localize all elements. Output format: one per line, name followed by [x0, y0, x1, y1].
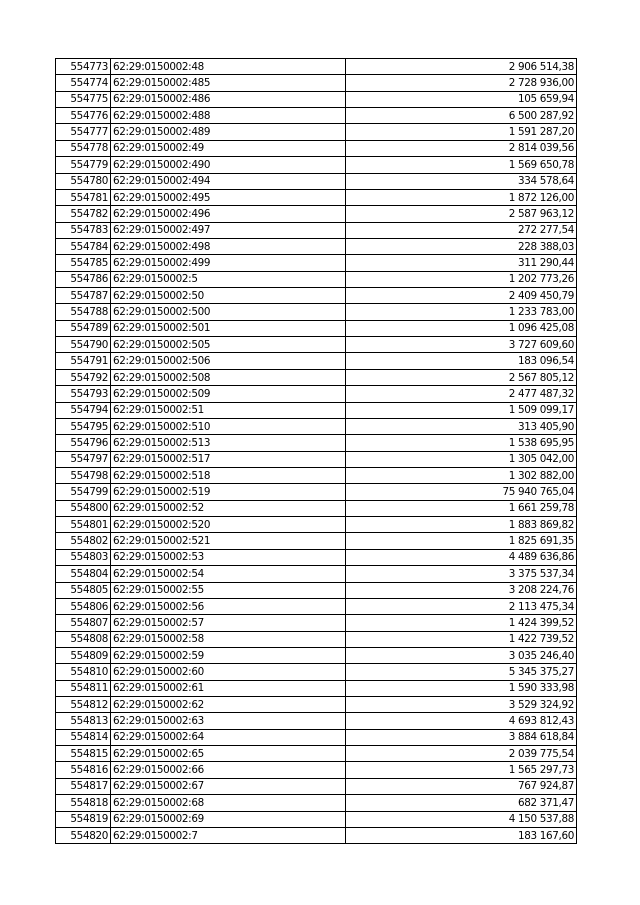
row-id-cell: 554789 — [56, 320, 111, 336]
row-id-cell: 554807 — [56, 615, 111, 631]
row-id-cell: 554813 — [56, 713, 111, 729]
cadastral-value-cell: 3 375 537,34 — [346, 566, 577, 582]
table-row — [56, 75, 577, 91]
table-row — [56, 304, 577, 320]
row-id-cell: 554818 — [56, 795, 111, 811]
row-id-cell: 554776 — [56, 108, 111, 124]
row-id-cell: 554800 — [56, 500, 111, 516]
row-id-cell: 554793 — [56, 386, 111, 402]
table-row — [56, 762, 577, 778]
cadastral-number-cell: 62:29:0150002:65 — [111, 746, 346, 762]
cadastral-number-cell: 62:29:0150002:56 — [111, 598, 346, 614]
row-id-cell: 554794 — [56, 402, 111, 418]
row-id-cell: 554792 — [56, 369, 111, 385]
row-id-cell: 554820 — [56, 827, 111, 843]
table-row — [56, 566, 577, 582]
cadastral-value-cell: 1 422 739,52 — [346, 631, 577, 647]
row-id-cell: 554773 — [56, 59, 111, 75]
table-row — [56, 288, 577, 304]
cadastral-value-cell: 2 814 039,56 — [346, 140, 577, 156]
row-id-cell: 554788 — [56, 304, 111, 320]
table-row — [56, 533, 577, 549]
cadastral-value-cell: 1 424 399,52 — [346, 615, 577, 631]
cadastral-value-cell: 1 302 882,00 — [346, 467, 577, 483]
row-id-cell: 554791 — [56, 353, 111, 369]
row-id-cell: 554786 — [56, 271, 111, 287]
cadastral-number-cell: 62:29:0150002:5 — [111, 271, 346, 287]
cadastral-value-cell: 334 578,64 — [346, 173, 577, 189]
cadastral-number-cell: 62:29:0150002:48 — [111, 59, 346, 75]
cadastral-number-cell: 62:29:0150002:488 — [111, 108, 346, 124]
cadastral-number-cell: 62:29:0150002:521 — [111, 533, 346, 549]
cadastral-value-table — [55, 58, 577, 844]
table-row — [56, 337, 577, 353]
row-id-cell: 554790 — [56, 337, 111, 353]
cadastral-value-cell: 75 940 765,04 — [346, 484, 577, 500]
row-id-cell: 554795 — [56, 418, 111, 434]
cadastral-number-cell: 62:29:0150002:505 — [111, 337, 346, 353]
table-row — [56, 549, 577, 565]
cadastral-number-cell: 62:29:0150002:67 — [111, 778, 346, 794]
cadastral-number-cell: 62:29:0150002:54 — [111, 566, 346, 582]
table-row — [56, 517, 577, 533]
table-row — [56, 173, 577, 189]
table-body — [56, 59, 577, 844]
cadastral-value-cell: 2 113 475,34 — [346, 598, 577, 614]
cadastral-value-cell: 3 035 246,40 — [346, 647, 577, 663]
row-id-cell: 554806 — [56, 598, 111, 614]
table-row — [56, 729, 577, 745]
table-row — [56, 664, 577, 680]
row-id-cell: 554805 — [56, 582, 111, 598]
table-row — [56, 91, 577, 107]
table-row — [56, 320, 577, 336]
cadastral-value-cell: 2 039 775,54 — [346, 746, 577, 762]
row-id-cell: 554785 — [56, 255, 111, 271]
cadastral-value-cell: 767 924,87 — [346, 778, 577, 794]
row-id-cell: 554780 — [56, 173, 111, 189]
table-row — [56, 778, 577, 794]
cadastral-number-cell: 62:29:0150002:55 — [111, 582, 346, 598]
cadastral-number-cell: 62:29:0150002:485 — [111, 75, 346, 91]
table-row — [56, 386, 577, 402]
row-id-cell: 554797 — [56, 451, 111, 467]
cadastral-value-cell: 2 587 963,12 — [346, 206, 577, 222]
table-row — [56, 811, 577, 827]
table-row — [56, 238, 577, 254]
table-row — [56, 484, 577, 500]
row-id-cell: 554812 — [56, 697, 111, 713]
table-row — [56, 746, 577, 762]
cadastral-value-cell: 1 872 126,00 — [346, 189, 577, 205]
cadastral-value-cell: 1 825 691,35 — [346, 533, 577, 549]
table-row — [56, 369, 577, 385]
table-row — [56, 271, 577, 287]
cadastral-number-cell: 62:29:0150002:520 — [111, 517, 346, 533]
row-id-cell: 554814 — [56, 729, 111, 745]
cadastral-value-cell: 2 567 805,12 — [346, 369, 577, 385]
cadastral-value-cell: 105 659,94 — [346, 91, 577, 107]
table-row — [56, 827, 577, 843]
table-row — [56, 189, 577, 205]
row-id-cell: 554819 — [56, 811, 111, 827]
cadastral-number-cell: 62:29:0150002:63 — [111, 713, 346, 729]
table-row — [56, 222, 577, 238]
cadastral-number-cell: 62:29:0150002:508 — [111, 369, 346, 385]
row-id-cell: 554811 — [56, 680, 111, 696]
table-row — [56, 353, 577, 369]
cadastral-value-cell: 3 208 224,76 — [346, 582, 577, 598]
table-row — [56, 615, 577, 631]
cadastral-value-cell: 1 305 042,00 — [346, 451, 577, 467]
cadastral-value-cell: 3 884 618,84 — [346, 729, 577, 745]
cadastral-value-cell: 5 345 375,27 — [346, 664, 577, 680]
cadastral-number-cell: 62:29:0150002:496 — [111, 206, 346, 222]
cadastral-value-cell: 228 388,03 — [346, 238, 577, 254]
row-id-cell: 554779 — [56, 157, 111, 173]
cadastral-number-cell: 62:29:0150002:68 — [111, 795, 346, 811]
table-row — [56, 435, 577, 451]
table-row — [56, 713, 577, 729]
cadastral-value-cell: 2 409 450,79 — [346, 288, 577, 304]
table-row — [56, 795, 577, 811]
cadastral-number-cell: 62:29:0150002:49 — [111, 140, 346, 156]
cadastral-value-cell: 2 728 936,00 — [346, 75, 577, 91]
cadastral-value-cell: 1 565 297,73 — [346, 762, 577, 778]
cadastral-number-cell: 62:29:0150002:506 — [111, 353, 346, 369]
cadastral-number-cell: 62:29:0150002:519 — [111, 484, 346, 500]
row-id-cell: 554774 — [56, 75, 111, 91]
table-row — [56, 451, 577, 467]
cadastral-value-cell: 1 883 869,82 — [346, 517, 577, 533]
cadastral-value-cell: 1 590 333,98 — [346, 680, 577, 696]
cadastral-value-cell: 1 591 287,20 — [346, 124, 577, 140]
cadastral-number-cell: 62:29:0150002:58 — [111, 631, 346, 647]
cadastral-number-cell: 62:29:0150002:7 — [111, 827, 346, 843]
cadastral-value-cell: 4 150 537,88 — [346, 811, 577, 827]
cadastral-number-cell: 62:29:0150002:509 — [111, 386, 346, 402]
row-id-cell: 554799 — [56, 484, 111, 500]
table-row — [56, 255, 577, 271]
cadastral-number-cell: 62:29:0150002:64 — [111, 729, 346, 745]
cadastral-value-cell: 6 500 287,92 — [346, 108, 577, 124]
cadastral-number-cell: 62:29:0150002:490 — [111, 157, 346, 173]
row-id-cell: 554802 — [56, 533, 111, 549]
cadastral-number-cell: 62:29:0150002:501 — [111, 320, 346, 336]
table-row — [56, 59, 577, 75]
cadastral-value-cell: 272 277,54 — [346, 222, 577, 238]
table-row — [56, 582, 577, 598]
cadastral-value-cell: 1 569 650,78 — [346, 157, 577, 173]
cadastral-value-cell: 1 202 773,26 — [346, 271, 577, 287]
cadastral-number-cell: 62:29:0150002:497 — [111, 222, 346, 238]
cadastral-value-cell: 183 096,54 — [346, 353, 577, 369]
cadastral-value-cell: 1 509 099,17 — [346, 402, 577, 418]
cadastral-value-cell: 1 096 425,08 — [346, 320, 577, 336]
cadastral-number-cell: 62:29:0150002:52 — [111, 500, 346, 516]
cadastral-value-cell: 1 661 259,78 — [346, 500, 577, 516]
cadastral-number-cell: 62:29:0150002:486 — [111, 91, 346, 107]
cadastral-number-cell: 62:29:0150002:57 — [111, 615, 346, 631]
table-row — [56, 680, 577, 696]
cadastral-number-cell: 62:29:0150002:61 — [111, 680, 346, 696]
cadastral-value-cell: 311 290,44 — [346, 255, 577, 271]
row-id-cell: 554775 — [56, 91, 111, 107]
row-id-cell: 554815 — [56, 746, 111, 762]
table-row — [56, 631, 577, 647]
cadastral-value-cell: 183 167,60 — [346, 827, 577, 843]
row-id-cell: 554816 — [56, 762, 111, 778]
row-id-cell: 554808 — [56, 631, 111, 647]
row-id-cell: 554798 — [56, 467, 111, 483]
cadastral-value-cell: 2 906 514,38 — [346, 59, 577, 75]
table-row — [56, 206, 577, 222]
cadastral-number-cell: 62:29:0150002:513 — [111, 435, 346, 451]
cadastral-value-cell: 3 529 324,92 — [346, 697, 577, 713]
cadastral-number-cell: 62:29:0150002:50 — [111, 288, 346, 304]
row-id-cell: 554803 — [56, 549, 111, 565]
row-id-cell: 554781 — [56, 189, 111, 205]
table-row — [56, 467, 577, 483]
row-id-cell: 554783 — [56, 222, 111, 238]
row-id-cell: 554809 — [56, 647, 111, 663]
row-id-cell: 554817 — [56, 778, 111, 794]
row-id-cell: 554778 — [56, 140, 111, 156]
cadastral-number-cell: 62:29:0150002:495 — [111, 189, 346, 205]
cadastral-number-cell: 62:29:0150002:66 — [111, 762, 346, 778]
table-row — [56, 108, 577, 124]
cadastral-number-cell: 62:29:0150002:62 — [111, 697, 346, 713]
cadastral-value-cell: 3 727 609,60 — [346, 337, 577, 353]
cadastral-number-cell: 62:29:0150002:498 — [111, 238, 346, 254]
cadastral-number-cell: 62:29:0150002:60 — [111, 664, 346, 680]
table-row — [56, 697, 577, 713]
cadastral-number-cell: 62:29:0150002:494 — [111, 173, 346, 189]
table-row — [56, 140, 577, 156]
cadastral-value-cell: 4 693 812,43 — [346, 713, 577, 729]
cadastral-value-cell: 1 233 783,00 — [346, 304, 577, 320]
row-id-cell: 554787 — [56, 288, 111, 304]
table-row — [56, 647, 577, 663]
cadastral-value-cell: 1 538 695,95 — [346, 435, 577, 451]
cadastral-value-cell: 4 489 636,86 — [346, 549, 577, 565]
cadastral-number-cell: 62:29:0150002:510 — [111, 418, 346, 434]
cadastral-value-cell: 313 405,90 — [346, 418, 577, 434]
row-id-cell: 554777 — [56, 124, 111, 140]
row-id-cell: 554810 — [56, 664, 111, 680]
cadastral-number-cell: 62:29:0150002:51 — [111, 402, 346, 418]
row-id-cell: 554782 — [56, 206, 111, 222]
cadastral-value-cell: 2 477 487,32 — [346, 386, 577, 402]
cadastral-number-cell: 62:29:0150002:518 — [111, 467, 346, 483]
table-row — [56, 418, 577, 434]
table-row — [56, 598, 577, 614]
row-id-cell: 554784 — [56, 238, 111, 254]
cadastral-number-cell: 62:29:0150002:59 — [111, 647, 346, 663]
cadastral-number-cell: 62:29:0150002:499 — [111, 255, 346, 271]
row-id-cell: 554801 — [56, 517, 111, 533]
row-id-cell: 554804 — [56, 566, 111, 582]
cadastral-number-cell: 62:29:0150002:69 — [111, 811, 346, 827]
cadastral-number-cell: 62:29:0150002:489 — [111, 124, 346, 140]
cadastral-number-cell: 62:29:0150002:500 — [111, 304, 346, 320]
cadastral-value-cell: 682 371,47 — [346, 795, 577, 811]
row-id-cell: 554796 — [56, 435, 111, 451]
cadastral-number-cell: 62:29:0150002:53 — [111, 549, 346, 565]
table-row — [56, 402, 577, 418]
table-row — [56, 500, 577, 516]
cadastral-number-cell: 62:29:0150002:517 — [111, 451, 346, 467]
table-row — [56, 124, 577, 140]
table-row — [56, 157, 577, 173]
